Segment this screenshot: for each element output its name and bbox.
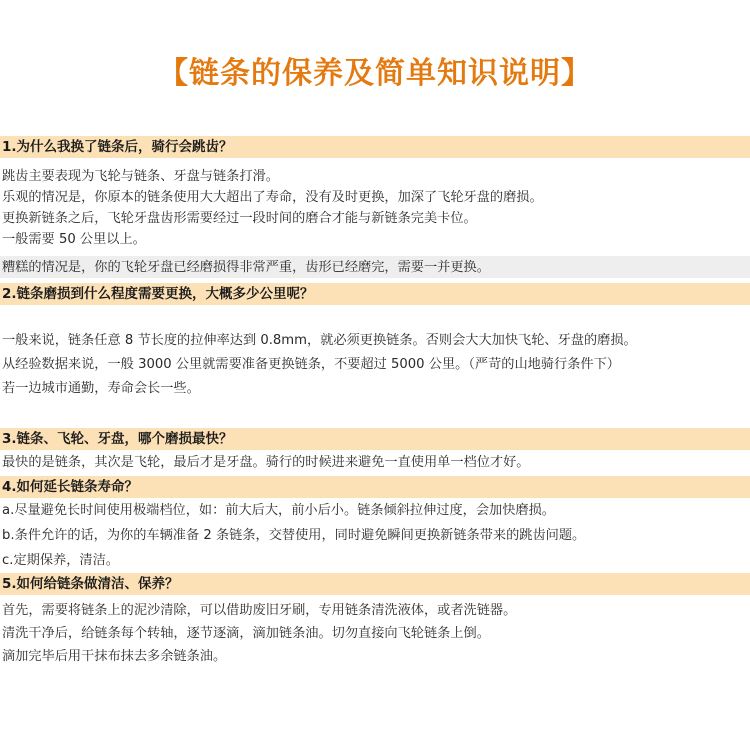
page-title bbox=[0, 48, 750, 92]
section-2-line-2: 从经验数据来说，一般 3000 公里就需要准备更换链条，不要超过 5000 公里。（严苛的山地骑行条件下） bbox=[2, 357, 620, 372]
section-4-line-2: b.条件允许的话，为你的车辆准备 2 条链条，交替使用，同时避免瞬间更换新链条带来的跳齿问题。 bbox=[2, 528, 586, 543]
section-1-line-1: 跳齿主要表现为飞轮与链条、牙盘与链条打滑。 bbox=[2, 169, 279, 184]
section-2-line-1: 一般来说，链条任意 8 节长度的拉伸率达到 0.8mm，就必须更换链条。否则会大大加快飞轮、牙盘的磨损。 bbox=[2, 333, 637, 348]
section-5-heading: 5.如何给链条做清洁、保养？ bbox=[0, 573, 750, 595]
section-4-heading: 4.如何延长链条寿命？ bbox=[0, 476, 750, 498]
section-5-line-2: 清洗干净后，给链条每个转轴，逐节逐滴，滴加链条油。切勿直接向飞轮链条上倒。 bbox=[2, 626, 490, 641]
section-1-line-4: 一般需要 50 公里以上。 bbox=[2, 232, 146, 247]
section-3-line-1: 最快的是链条，其次是飞轮，最后才是牙盘。骑行的时候进来避免一直使用单一档位才好。 bbox=[2, 455, 530, 470]
section-4-line-1: a.尽量避免长时间使用极端档位，如：前大后大，前小后小。链条倾斜拉伸过度，会加快磨损。 bbox=[2, 503, 555, 518]
section-2-line-3: 若一边城市通勤，寿命会长一些。 bbox=[2, 381, 200, 396]
section-5-line-1: 首先，需要将链条上的泥沙清除，可以借助废旧牙刷，专用链条清洗液体，或者洗链器。 bbox=[2, 603, 517, 618]
section-3-heading: 3.链条、飞轮、牙盘，哪个磨损最快？ bbox=[0, 428, 750, 450]
section-2-heading: 2.链条磨损到什么程度需要更换，大概多少公里呢？ bbox=[0, 283, 750, 305]
title-text: 链条的保养及简单知识说明 bbox=[189, 56, 561, 91]
section-4-line-3: c.定期保养，清洁。 bbox=[2, 553, 119, 568]
section-1-line-5: 糟糕的情况是，你的飞轮牙盘已经磨损得非常严重，齿形已经磨完，需要一并更换。 bbox=[2, 260, 490, 275]
title-open-bracket: 【 bbox=[158, 56, 189, 91]
title-close-bracket: 】 bbox=[561, 56, 592, 91]
section-1-line-3: 更换新链条之后，飞轮牙盘齿形需要经过一段时间的磨合才能与新链条完美卡位。 bbox=[2, 211, 477, 226]
section-1-heading: 1.为什么我换了链条后，骑行会跳齿？ bbox=[0, 136, 750, 158]
section-5-line-3: 滴加完毕后用干抹布抹去多余链条油。 bbox=[2, 649, 227, 664]
section-1-line-2: 乐观的情况是，你原本的链条使用大大超出了寿命，没有及时更换，加深了飞轮牙盘的磨损。 bbox=[2, 190, 543, 205]
